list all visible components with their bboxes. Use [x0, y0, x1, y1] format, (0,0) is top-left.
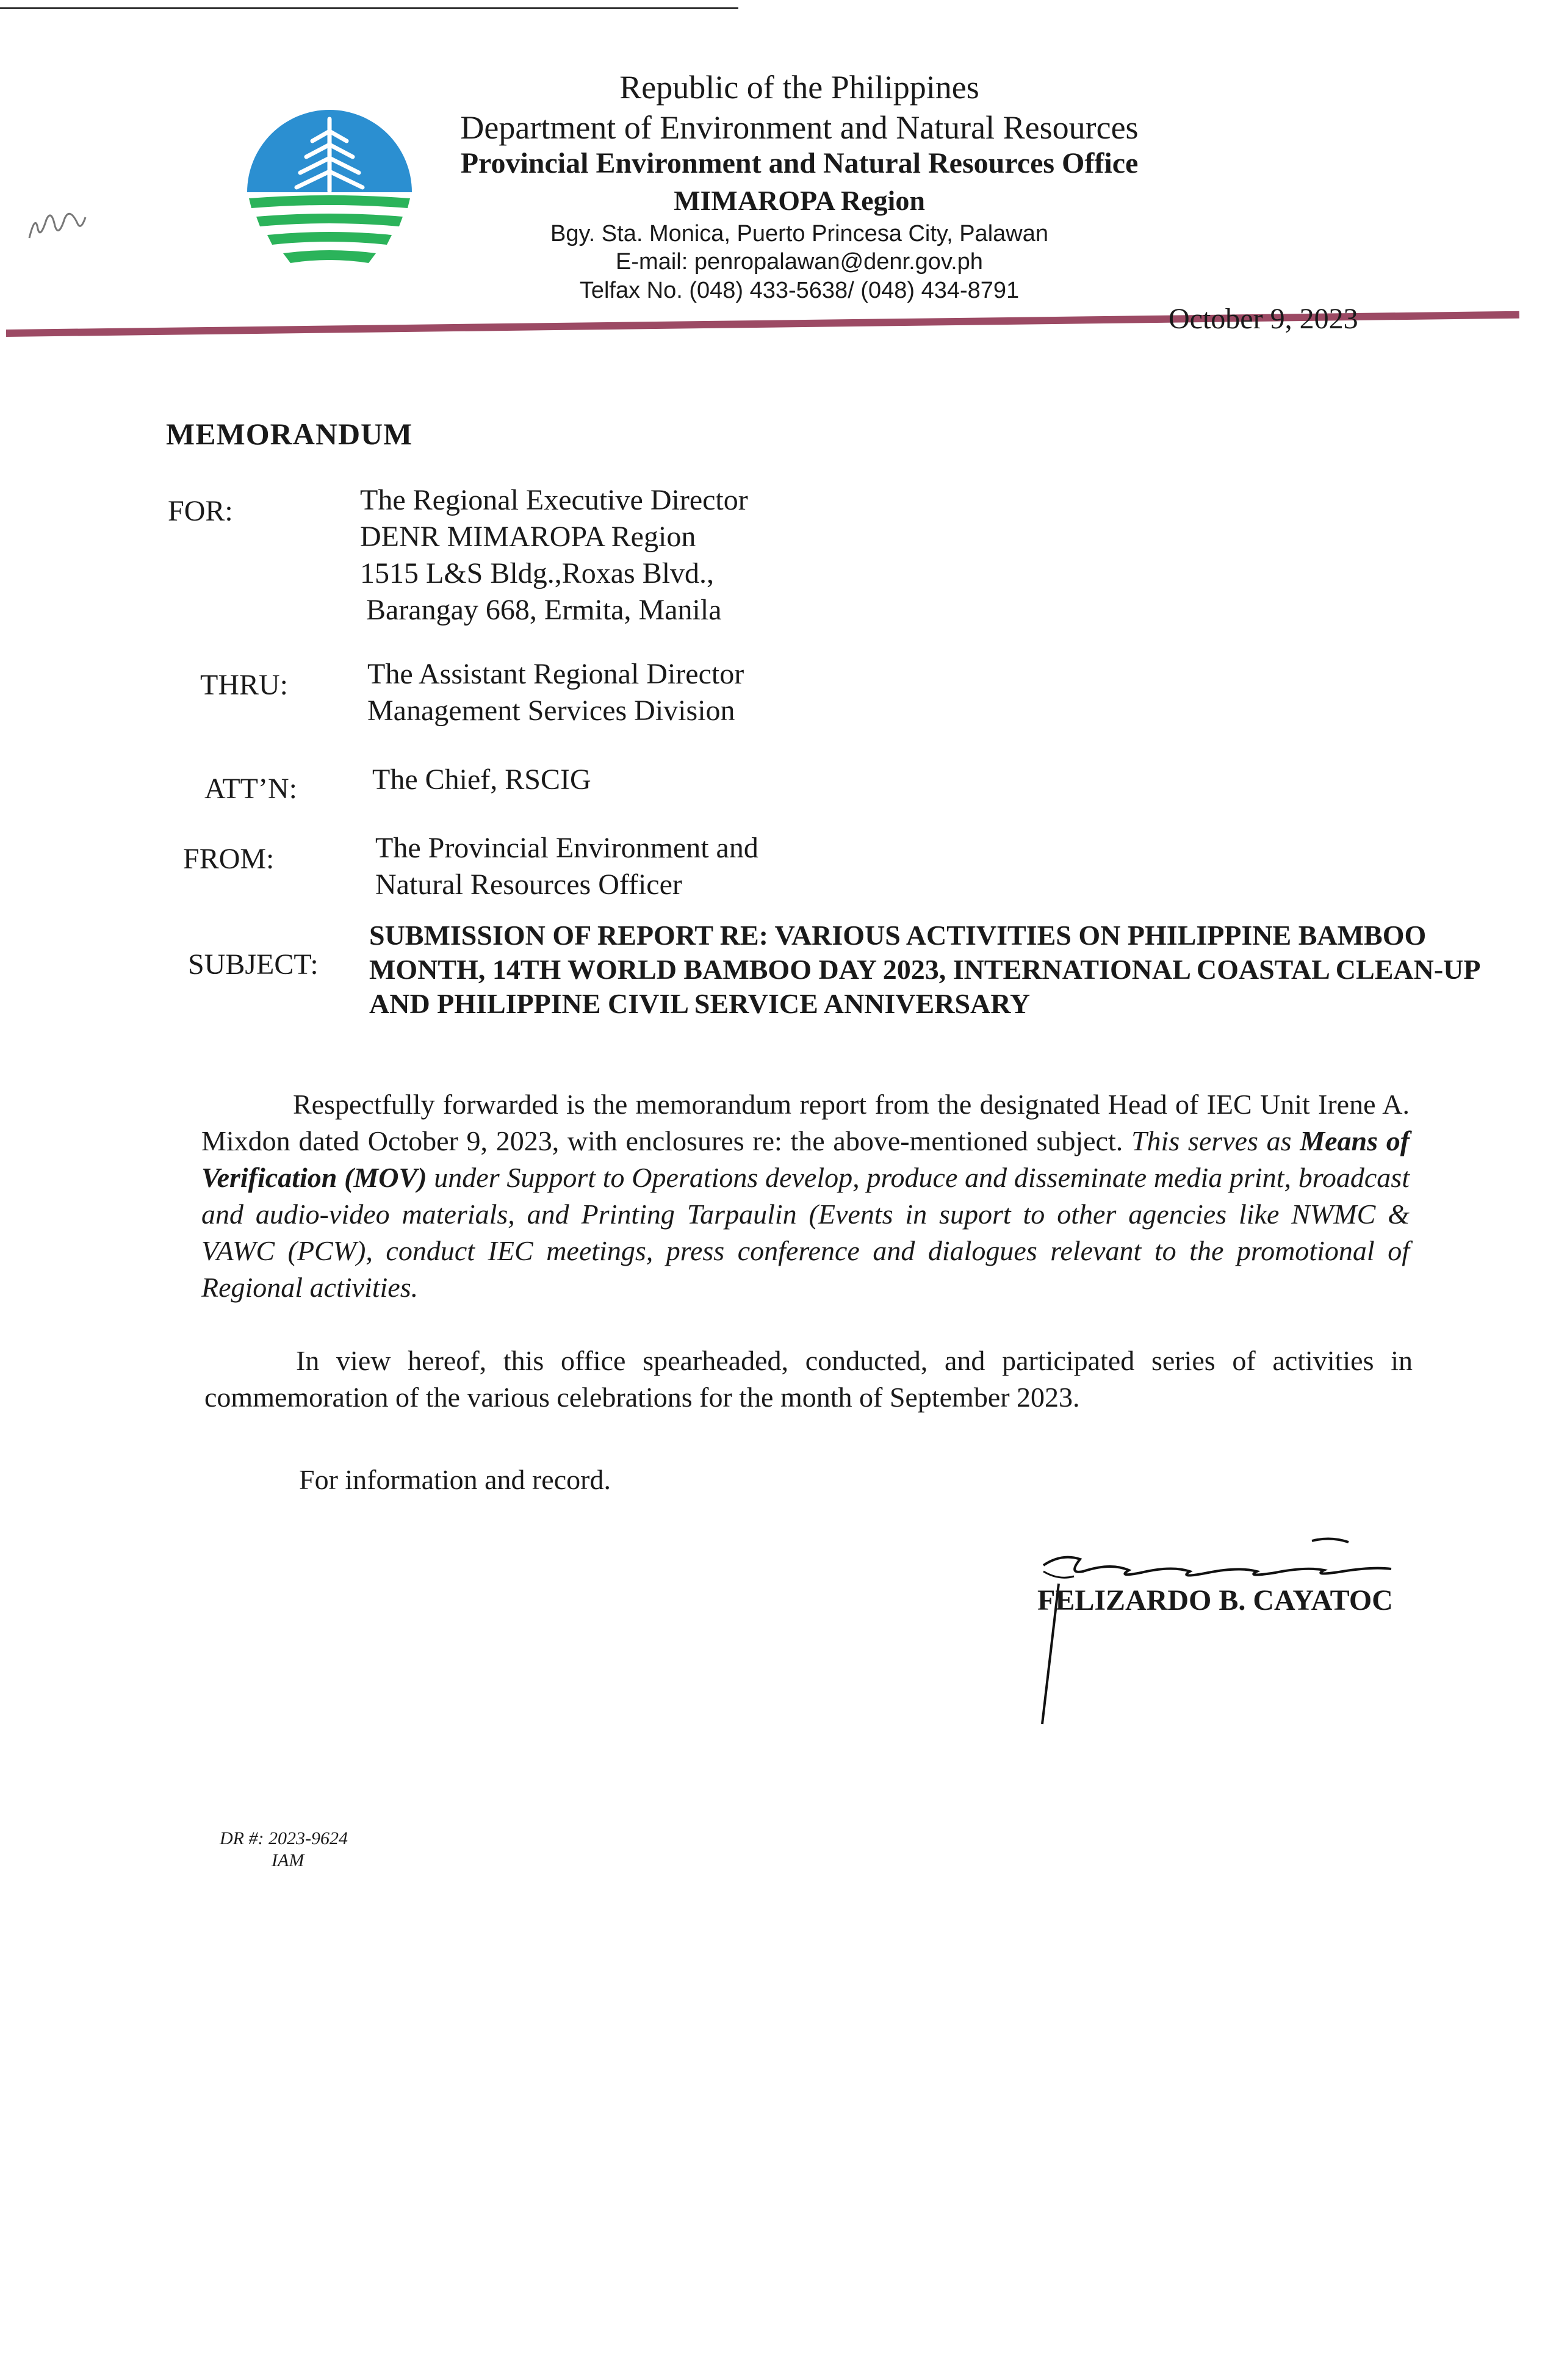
thru-line: The Assistant Regional Director: [367, 658, 744, 690]
from-label: FROM:: [183, 843, 275, 875]
dr-number: DR #: 2023-9624: [220, 1828, 348, 1848]
letterhead-address: Bgy. Sta. Monica, Puerto Princesa City, Palawan: [550, 221, 1048, 247]
body-paragraph-1: [201, 1086, 1410, 1306]
attn-line: The Chief, RSCIG: [372, 763, 591, 796]
attn-label: ATT’N:: [204, 773, 297, 805]
from-line: The Provincial Environment and: [375, 832, 758, 864]
handwritten-mark: [24, 195, 92, 250]
dr-initials: IAM: [272, 1850, 304, 1870]
top-edge-rule: [0, 7, 738, 9]
attn-block: [372, 762, 591, 798]
p1-italic-1: This serves as: [1131, 1125, 1300, 1156]
p3-text: For information and record.: [299, 1464, 611, 1495]
p1-bold-mov: Means of Verification (MOV): [201, 1125, 1410, 1193]
letterhead-department: Department of Environment and Natural Resources: [460, 109, 1139, 146]
p1-plain: Respectfully forwarded is the memorandum report from the designated Head of IEC Unit Irene A. Mixdon dated October 9, 2023, with enclosures re: the above-mentioned subject.: [201, 1089, 1410, 1156]
for-block: [360, 482, 748, 629]
thru-line: Management Services Division: [367, 694, 735, 727]
letterhead-email: E-mail: penropalawan@denr.gov.ph: [616, 249, 983, 275]
letterhead-region: MIMAROPA Region: [674, 185, 925, 216]
for-line: The Regional Executive Director: [360, 484, 748, 516]
letterhead-office: Provincial Environment and Natural Resources Office: [460, 147, 1139, 179]
signatory-name: FELIZARDO B. CAYATOC: [1037, 1584, 1393, 1617]
subject-text: SUBMISSION OF REPORT RE: VARIOUS ACTIVITIES ON PHILIPPINE BAMBOO MONTH, 14TH WORLD BAMBOO DAY 2023, INTERNATIONAL COASTAL CLEAN-UP AND PHILIPPINE CIVIL SERVICE ANNIVERSARY: [369, 920, 1479, 1019]
for-line: DENR MIMAROPA Region: [360, 521, 696, 553]
thru-label: THRU:: [200, 669, 288, 701]
handwritten-signature: [1025, 1529, 1452, 1730]
for-label: FOR:: [168, 495, 233, 527]
document-reference: [220, 1828, 348, 1872]
for-line: Barangay 668, Ermita, Manila: [366, 594, 722, 626]
letterhead-republic: Republic of the Philippines: [619, 69, 979, 106]
from-block: [375, 830, 758, 903]
p2-text: In view hereof, this office spearheaded, conducted, and participated series of activities in commemoration of the various celebrations for the month of September 2023.: [204, 1345, 1413, 1413]
logo-water-waves: [249, 195, 410, 263]
subject-label: SUBJECT:: [188, 948, 319, 981]
denr-logo: [244, 107, 415, 278]
for-line: 1515 L&S Bldg.,Roxas Blvd.,: [360, 557, 715, 590]
from-line: Natural Resources Officer: [375, 868, 682, 901]
memo-title: MEMORANDUM: [166, 417, 413, 451]
memo-date: October 9, 2023: [1169, 303, 1358, 335]
p1-italic-2: under Support to Operations develop, produce and disseminate media print, broadcast and audio-video materials, and Printing Tarpaulin (Events in suport to other agencies like NWMC & VAWC (PCW), conduct IEC meetings, press conference and dialogues relevant to the promotional of Regional activities.: [201, 1162, 1410, 1303]
letterhead-telfax: Telfax No. (048) 433-5638/ (048) 434-8791: [579, 278, 1020, 303]
body-paragraph-3: [299, 1462, 1214, 1498]
body-paragraph-2: [204, 1343, 1413, 1416]
thru-block: [367, 656, 744, 729]
